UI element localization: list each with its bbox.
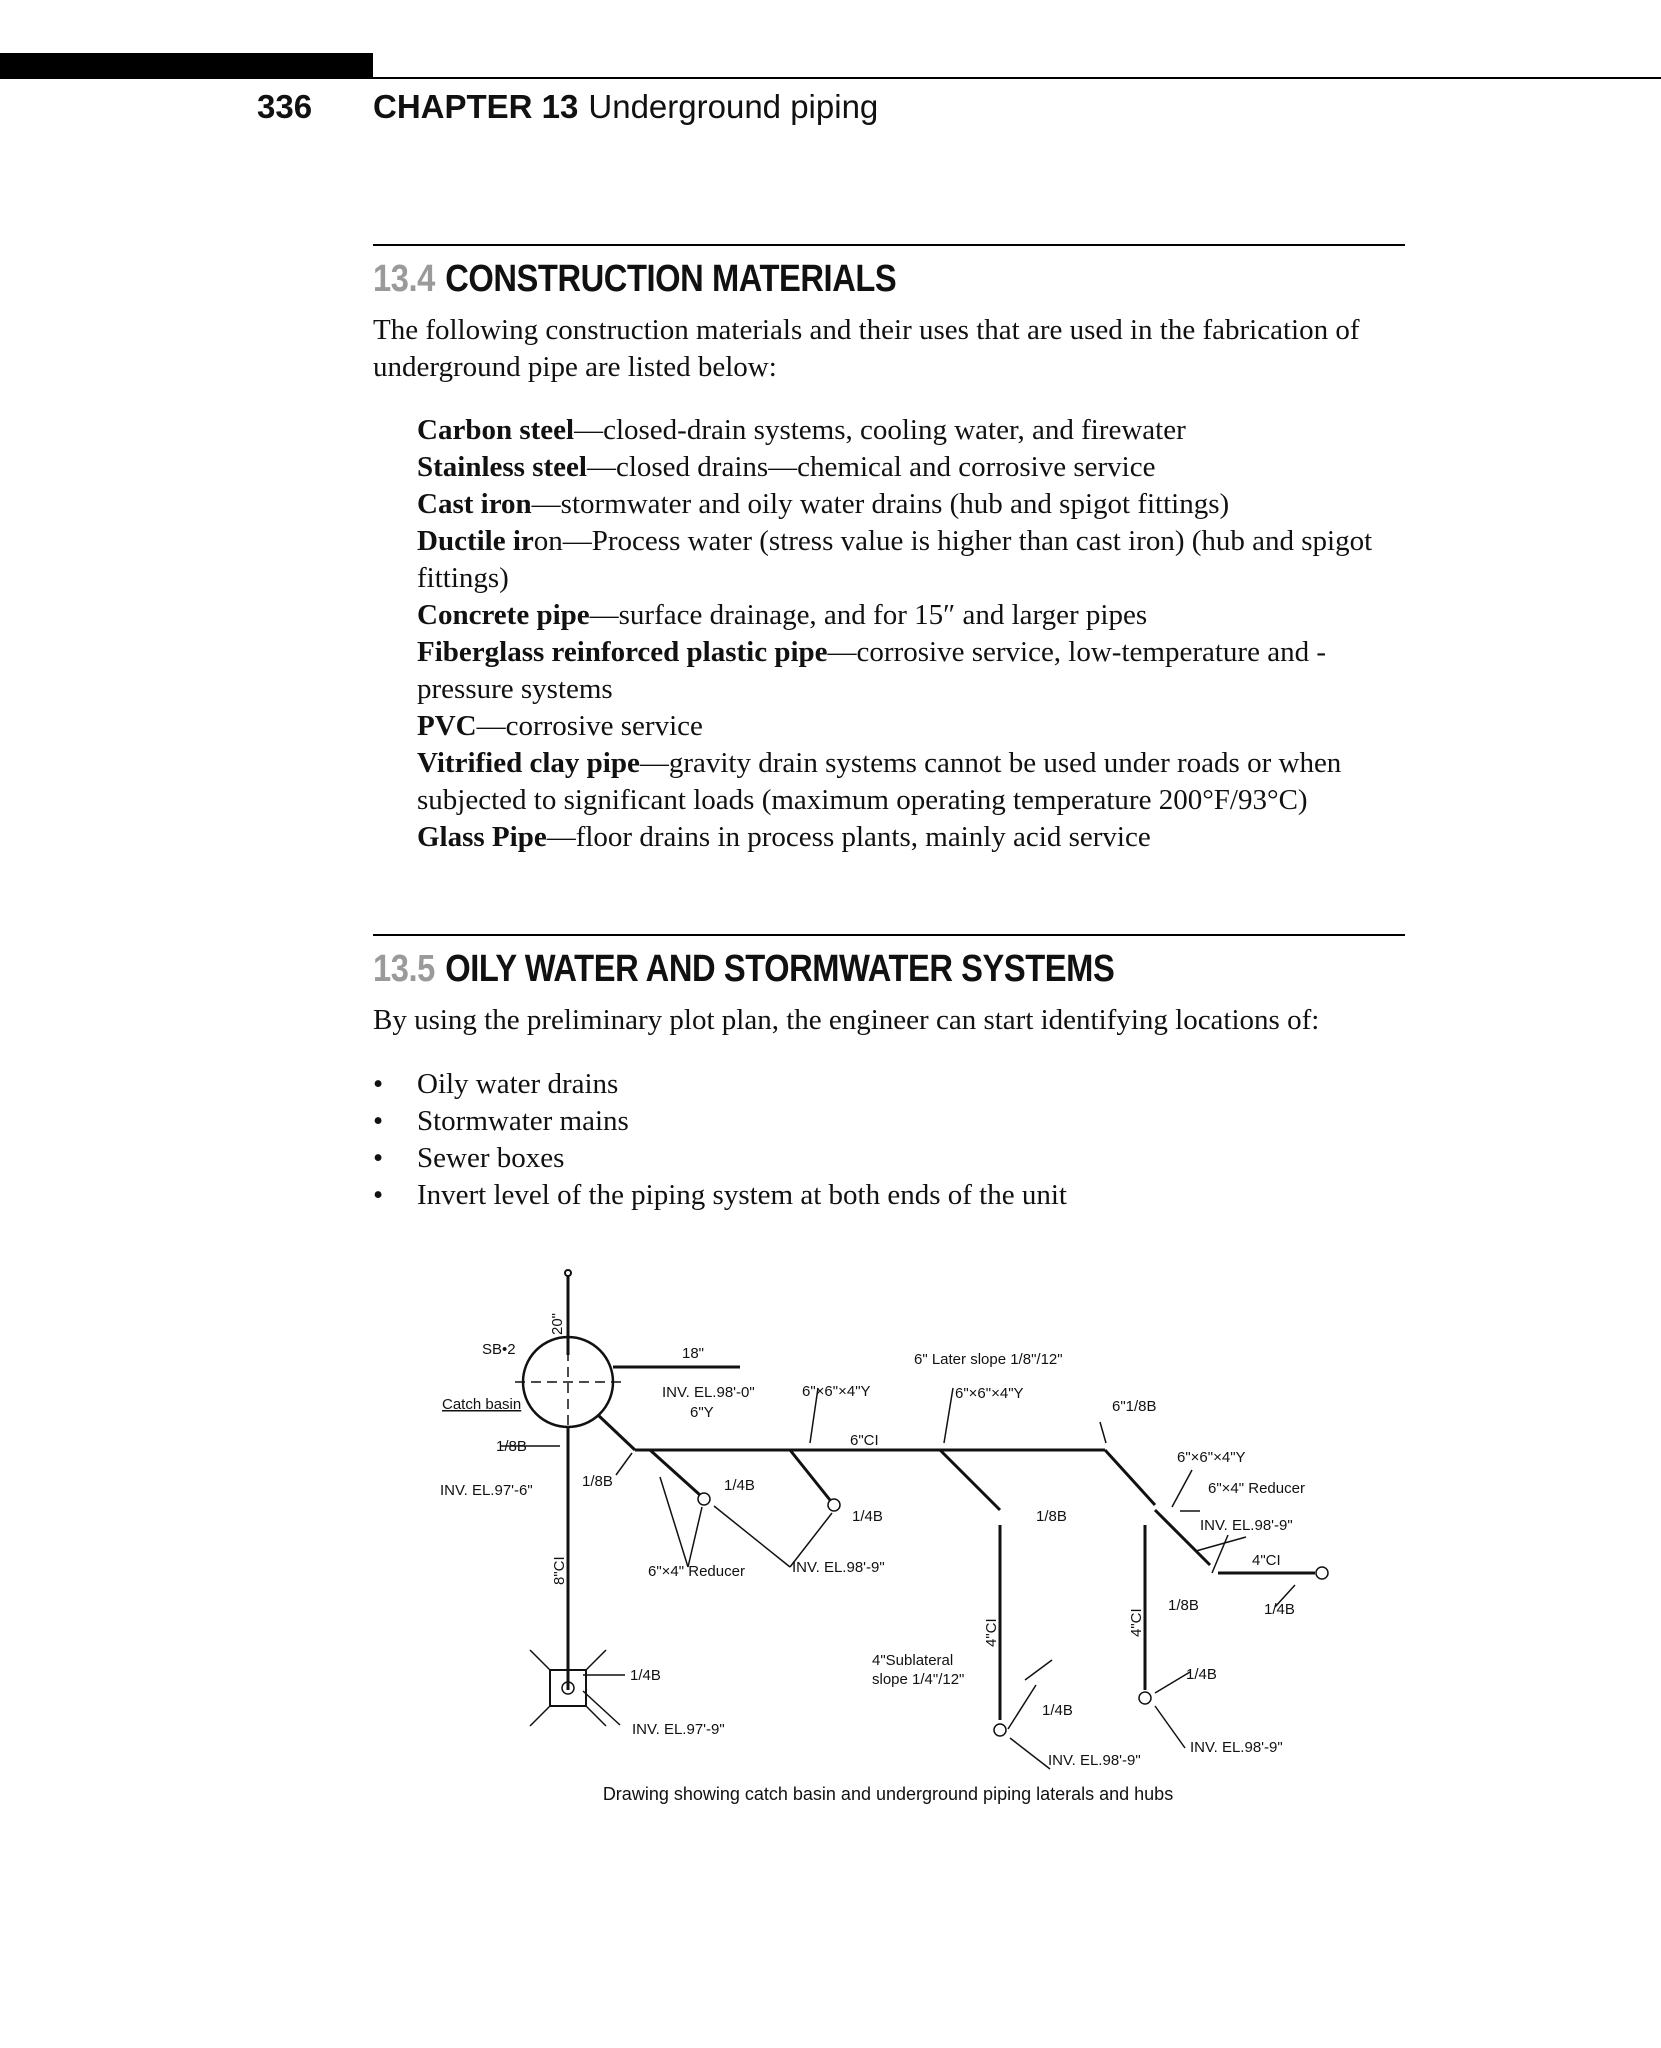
label: Catch basin [442, 1396, 522, 1413]
section-heading-13-4 [373, 258, 896, 301]
section-title: OILY WATER AND STORMWATER SYSTEMS [445, 948, 1115, 990]
header-rule [373, 77, 1661, 79]
label: 4"CI [1128, 1608, 1145, 1637]
label: 20" [549, 1312, 566, 1335]
list-item: Vitrified clay pipe—gravity drain systems cannot be used under roads or when subjected to significant loads (maximum operating temperature 200°F/93°C) [417, 747, 1342, 816]
list-item: Stainless steel—closed drains—chemical and corrosive service [417, 451, 1156, 483]
label: 4"Sublateral [872, 1652, 954, 1669]
list-item: • Stormwater mains [373, 1105, 629, 1137]
label: 8"CI [551, 1556, 568, 1585]
figure-caption: Drawing showing catch basin and underground piping laterals and hubs [602, 1784, 1174, 1804]
page-number: 336 [257, 88, 313, 125]
label: 6"×6"×4"Y [802, 1383, 871, 1400]
branch-4 [1105, 1450, 1155, 1505]
label: 1/8B [582, 1473, 613, 1490]
label: INV. EL.97'-6" [440, 1482, 533, 1499]
section-intro: The following construction materials and their uses that are used in the fabrication of underground pipe are listed below: [373, 314, 1360, 383]
materials-list [417, 412, 1417, 856]
label: 6"CI [850, 1432, 879, 1449]
label: 6"Y [690, 1404, 714, 1421]
label: 1/4B [630, 1667, 661, 1684]
hub-circle [994, 1724, 1006, 1736]
branch-3 [940, 1450, 1000, 1510]
label: INV. EL.98'-9" [792, 1559, 885, 1576]
section-intro: By using the preliminary plot plan, the engineer can start identifying locations of: [373, 1004, 1320, 1036]
header-bar [0, 53, 373, 79]
piping-diagram [420, 1255, 1350, 1775]
section-title: CONSTRUCTION MATERIALS [445, 258, 897, 300]
label: 1/8B [1168, 1597, 1199, 1614]
label: 1/4B [1264, 1601, 1295, 1618]
label: 1/4B [1042, 1702, 1073, 1719]
label: 18" [682, 1345, 705, 1362]
branch-2 [790, 1450, 830, 1500]
label: 6"×4" Reducer [1208, 1480, 1305, 1497]
label: 1/8B [496, 1438, 527, 1455]
section-number: 13.4 [373, 258, 435, 300]
label: 1/4B [852, 1508, 883, 1525]
label: 4"CI [1252, 1552, 1281, 1569]
running-head [373, 88, 878, 126]
piping-drawing [420, 1255, 1350, 1780]
chapter-title: Underground piping [588, 88, 879, 125]
list-item: PVC—corrosive service [417, 710, 703, 742]
list-item: • Oily water drains [373, 1068, 619, 1100]
hub-circle [1316, 1567, 1328, 1579]
section-rule [373, 934, 1405, 936]
list-item: Ductile iron—Process water (stress value is higher than cast iron) (hub and spigot fittings) [417, 525, 1373, 594]
label: 1/8B [1036, 1508, 1067, 1525]
chapter-label: CHAPTER 13 [373, 88, 579, 125]
label: 6"×4" Reducer [648, 1563, 745, 1580]
label: 6"×6"×4"Y [955, 1385, 1024, 1402]
section-heading-13-5 [373, 948, 1114, 991]
pipe-6y [598, 1415, 635, 1450]
label: INV. EL.98'-0" [662, 1384, 755, 1401]
bullet-list [373, 1066, 1373, 1214]
hub-circle [828, 1499, 840, 1511]
section-number: 13.5 [373, 948, 435, 990]
label: SB•2 [482, 1341, 516, 1358]
label: 6"1/8B [1112, 1398, 1157, 1415]
label: INV. EL.97'-9" [632, 1721, 725, 1738]
construction-lines [500, 1335, 1328, 1769]
label: 1/4B [724, 1477, 755, 1494]
section-rule [373, 244, 1405, 246]
label: slope 1/4"/12" [872, 1671, 965, 1688]
list-item: Concrete pipe—surface drainage, and for 15″ and larger pipes [417, 599, 1148, 631]
list-item: • Sewer boxes [373, 1142, 565, 1174]
label: INV. EL.98'-9" [1200, 1517, 1293, 1534]
label: 4"CI [983, 1618, 1000, 1647]
list-item: Cast iron—stormwater and oily water drains (hub and spigot fittings) [417, 488, 1230, 520]
list-item: Fiberglass reinforced plastic pipe—corrosive service, low-temperature and -pressure systems [417, 636, 1326, 705]
branch-1 [650, 1450, 700, 1495]
label: INV. EL.98'-9" [1048, 1752, 1141, 1769]
label: 1/4B [1186, 1666, 1217, 1683]
list-item: • Invert level of the piping system at both ends of the unit [373, 1179, 1067, 1211]
label: 6" Later slope 1/8"/12" [914, 1351, 1063, 1368]
hub-circle [1139, 1692, 1151, 1704]
list-item: Glass Pipe—floor drains in process plants, mainly acid service [417, 821, 1151, 853]
hub-circle [698, 1493, 710, 1505]
label: 6"×6"×4"Y [1177, 1449, 1246, 1466]
label: INV. EL.98'-9" [1190, 1739, 1283, 1756]
list-item: Carbon steel—closed-drain systems, cooling water, and firewater [417, 414, 1186, 446]
